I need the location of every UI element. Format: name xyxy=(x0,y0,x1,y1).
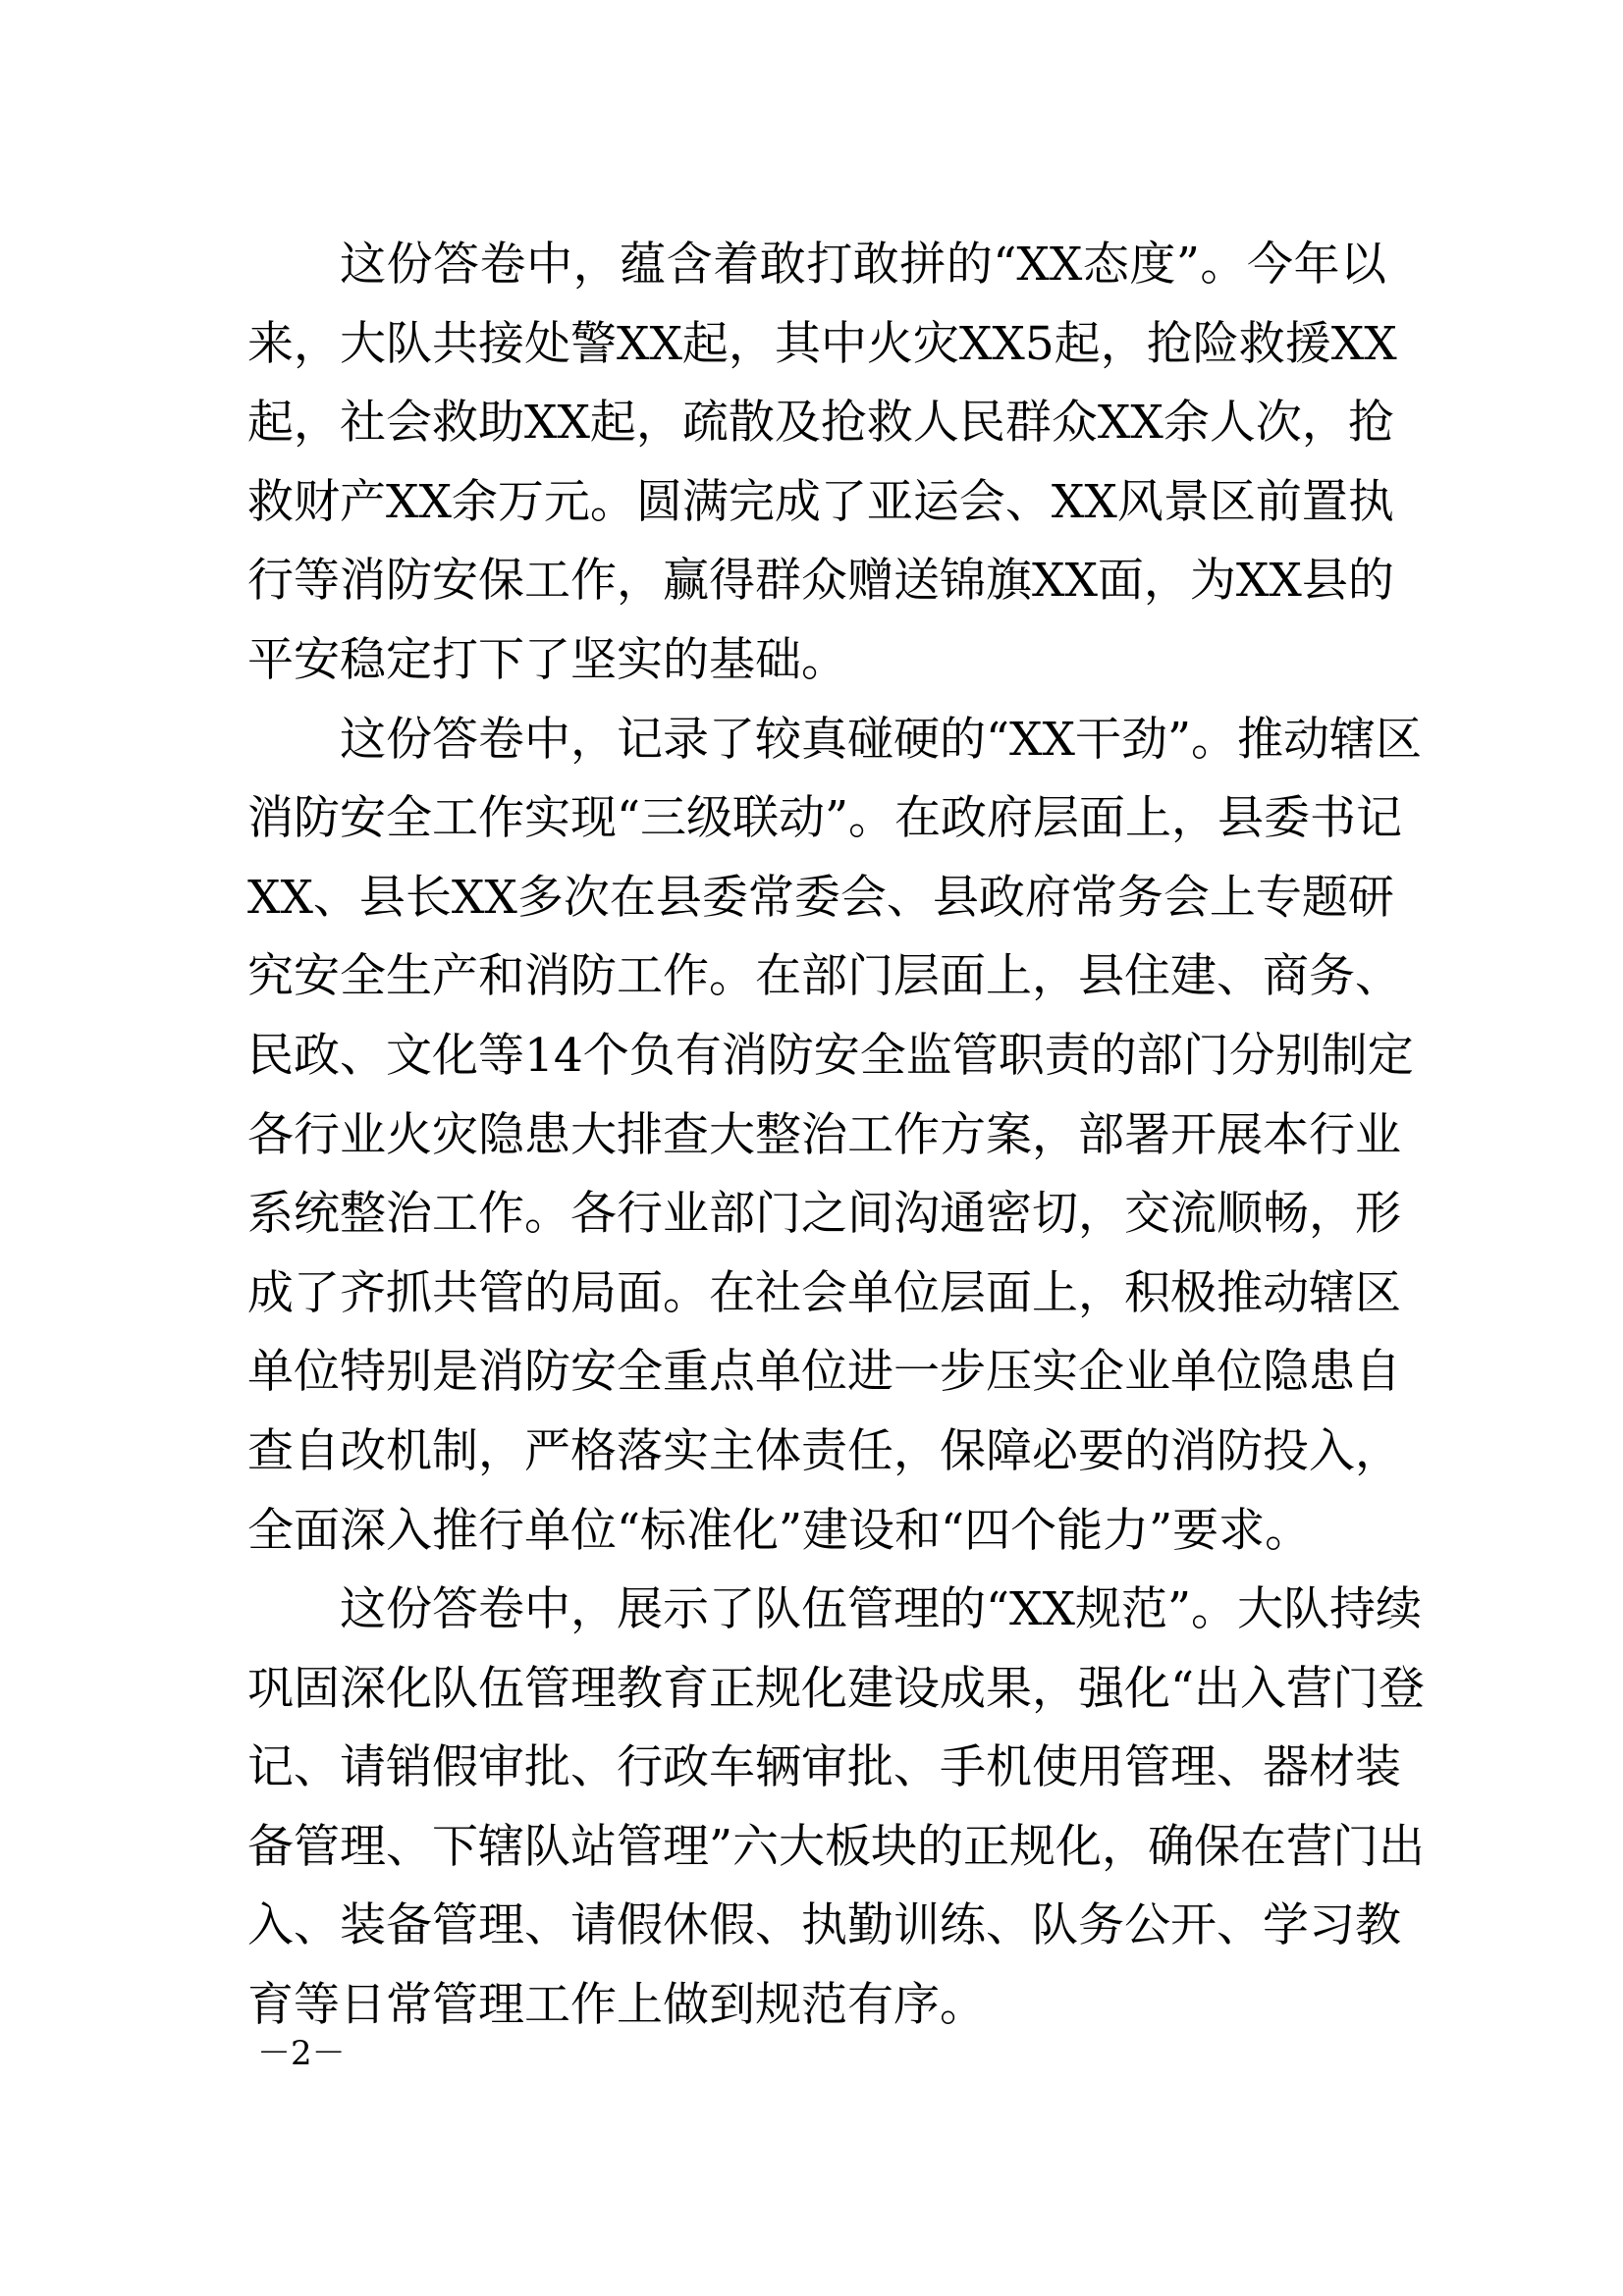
text-line: 平安稳定打下了坚实的基础。 xyxy=(247,632,847,687)
text-line: 这份答卷中，记录了较真碰硬的“XX干劲”。推动辖区 xyxy=(340,712,1422,767)
page-number: －2－ xyxy=(257,2034,346,2073)
text-line: 系统整治工作。各行业部门之间沟通密切，交流顺畅，形 xyxy=(247,1187,1401,1242)
text-line: XX、县长XX多次在县委常委会、县政府常务会上专题研 xyxy=(247,870,1394,925)
text-line: 各行业火灾隐患大排查大整治工作方案，部署开展本行业 xyxy=(247,1107,1401,1162)
text-line: 救财产XX余万元。圆满完成了亚运会、XX风景区前置执 xyxy=(247,474,1394,529)
text-line: 民政、文化等14个负有消防安全监管职责的部门分别制定 xyxy=(247,1028,1414,1083)
text-line: 记、请销假审批、行政车辆审批、手机使用管理、器材装 xyxy=(247,1740,1401,1795)
text-line: 查自改机制，严格落实主体责任，保障必要的消防投入， xyxy=(247,1423,1401,1478)
text-line: 这份答卷中，蕴含着敢打敢拼的“XX态度”。今年以 xyxy=(340,238,1386,292)
text-line: 巩固深化队伍管理教育正规化建设成果，强化“出入营门登 xyxy=(247,1661,1426,1716)
text-line: 单位特别是消防安全重点单位进一步压实企业单位隐患自 xyxy=(247,1345,1401,1400)
text-line: 备管理、下辖队站管理”六大板块的正规化，确保在营门出 xyxy=(247,1819,1426,1874)
paragraph xyxy=(247,1571,1426,2046)
paragraph xyxy=(247,226,1397,701)
text-line: 行等消防安保工作，赢得群众赠送锦旗XX面，为XX县的 xyxy=(247,554,1394,609)
text-line: 究安全生产和消防工作。在部门层面上，县住建、商务、 xyxy=(247,949,1401,1004)
text-line: 育等日常管理工作上做到规范有序。 xyxy=(247,1978,986,2033)
text-line: 入、装备管理、请假休假、执勤训练、队务公开、学习教 xyxy=(247,1898,1401,1953)
text-line: 这份答卷中，展示了队伍管理的“XX规范”。大队持续 xyxy=(340,1582,1422,1637)
text-line: 消防安全工作实现“三级联动”。在政府层面上，县委书记 xyxy=(247,791,1403,846)
text-line: 起，社会救助XX起，疏散及抢救人民群众XX余人次，抢 xyxy=(247,396,1394,451)
paragraph xyxy=(247,701,1422,1572)
text-line: 成了齐抓共管的局面。在社会单位层面上，积极推动辖区 xyxy=(247,1265,1401,1320)
document-body xyxy=(247,226,1426,2046)
text-line: 全面深入推行单位“标准化”建设和“四个能力”要求。 xyxy=(247,1503,1312,1558)
text-line: 来，大队共接处警XX起，其中火灾XX5起，抢险救援XX xyxy=(247,316,1397,371)
